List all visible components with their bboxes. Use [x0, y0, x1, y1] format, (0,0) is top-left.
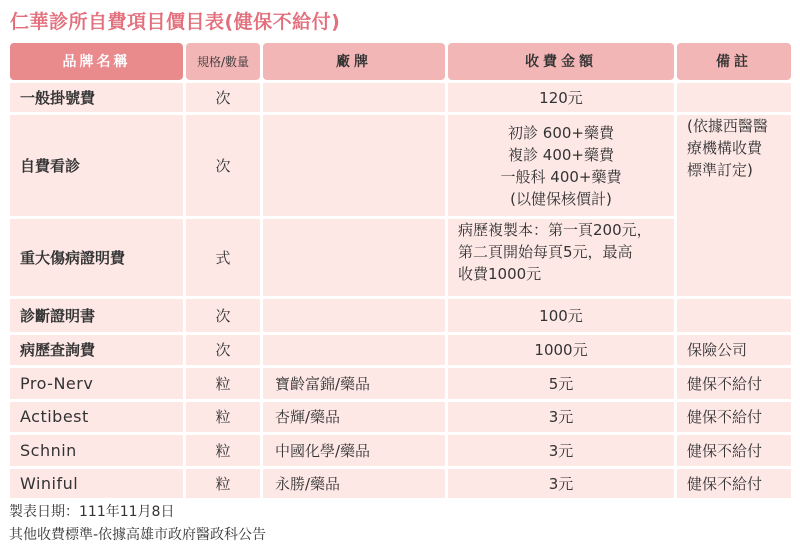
row-brand — [263, 219, 445, 296]
header-spec: 規格/數量 — [186, 43, 260, 80]
row-fee: 3元 — [448, 469, 674, 498]
row-fee — [448, 115, 674, 216]
fee-line: 第二頁開始每頁5元，最高 — [458, 243, 633, 261]
row-note: 健保不給付 — [677, 368, 791, 399]
row-name: 自費看診 — [10, 115, 183, 216]
row-unit: 粒 — [186, 435, 260, 466]
row-note — [677, 83, 791, 112]
row-fee: 5元 — [448, 368, 674, 399]
row-name: 病歷查詢費 — [10, 335, 183, 365]
fee-line: (以健保核價計) — [510, 189, 612, 208]
row-note — [677, 299, 791, 332]
fee-line: 一般科 400+藥費 — [500, 167, 622, 186]
row-name: Pro-Nerv — [10, 368, 183, 399]
header-brand: 廠牌 — [263, 43, 445, 80]
row-brand: 寶齡富錦/藥品 — [263, 368, 445, 399]
header-fee: 收費金額 — [448, 43, 674, 80]
row-note: 健保不給付 — [677, 469, 791, 498]
note-line: 標準訂定) — [687, 161, 753, 179]
row-unit: 粒 — [186, 469, 260, 498]
row-name: Schnin — [10, 435, 183, 466]
row-fee: 3元 — [448, 402, 674, 432]
row-unit: 式 — [186, 219, 260, 296]
row-name: Actibest — [10, 402, 183, 432]
row-note: 健保不給付 — [677, 402, 791, 432]
row-note: 保險公司 — [677, 335, 791, 365]
row-brand: 永勝/藥品 — [263, 469, 445, 498]
row-fee: 100元 — [448, 299, 674, 332]
row-brand — [263, 83, 445, 112]
note-line: (依據西醫醫 — [687, 117, 768, 135]
page-title: 仁華診所自費項目價目表(健保不給付) — [10, 11, 341, 33]
row-brand — [263, 299, 445, 332]
row-name: 一般掛號費 — [10, 83, 183, 112]
row-fee: 3元 — [448, 435, 674, 466]
row-fee: 1000元 — [448, 335, 674, 365]
row-note: 健保不給付 — [677, 435, 791, 466]
merged-note — [677, 115, 791, 296]
footer-date: 製表日期：111年11月8日 — [9, 504, 175, 520]
row-fee: 120元 — [448, 83, 674, 112]
row-unit: 次 — [186, 335, 260, 365]
row-name: Winiful — [10, 469, 183, 498]
fee-line: 複診 400+藥費 — [508, 145, 614, 164]
row-unit: 次 — [186, 115, 260, 216]
footer-source: 其他收費標準-依據高雄市政府醫政科公告 — [9, 527, 267, 543]
fee-line: 病歷複製本：第一頁200元， — [458, 221, 652, 239]
row-fee — [448, 219, 674, 296]
row-unit: 粒 — [186, 402, 260, 432]
note-line: 療機構收費 — [687, 139, 763, 157]
fee-line: 收費1000元 — [458, 265, 542, 283]
row-name: 重大傷病證明費 — [10, 219, 183, 296]
header-note: 備註 — [677, 43, 791, 80]
row-brand — [263, 335, 445, 365]
row-unit: 次 — [186, 83, 260, 112]
header-name: 品牌名稱 — [10, 43, 183, 80]
row-unit: 次 — [186, 299, 260, 332]
fee-line: 初診 600+藥費 — [508, 123, 614, 142]
row-name: 診斷證明書 — [10, 299, 183, 332]
row-brand: 杏輝/藥品 — [263, 402, 445, 432]
row-brand — [263, 115, 445, 216]
row-unit: 粒 — [186, 368, 260, 399]
row-brand: 中國化學/藥品 — [263, 435, 445, 466]
